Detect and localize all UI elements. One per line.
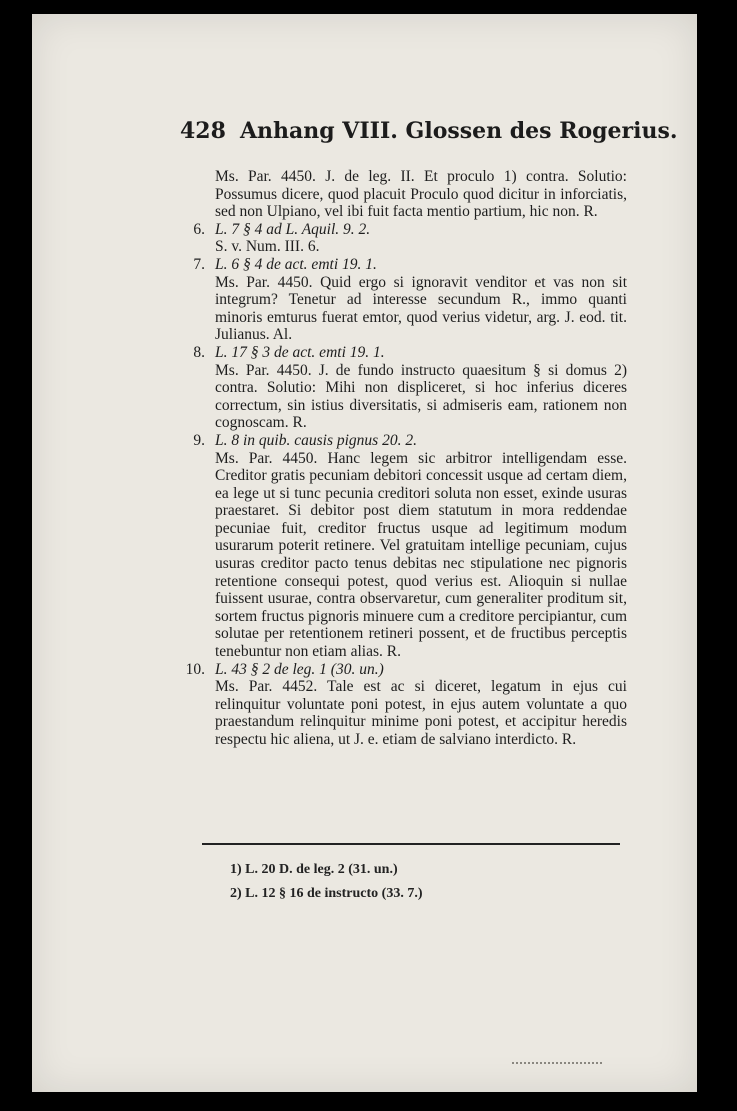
footnote-divider <box>202 843 620 845</box>
entry-text: Ms. Par. 4450. J. de leg. II. Et proculo 1) contra. Solutio: Possumus dicere, quod placuit Proculo quod dicitur in inforciatis, sed non Ulpiano, vel ibi fuit facta mentio partium, hic non. R. <box>215 168 627 221</box>
footnote-2: 2) L. 12 § 16 de instructo (33. 7.) <box>230 886 423 901</box>
entry-text: Ms. Par. 4450. J. de fundo instructo quaesitum § si domus 2) contra. Solutio: Mihi non displiceret, si hoc inferius diceres correctum, sin istius diversitatis, si admiseris eam, rationem non cognoscam. R. <box>215 361 627 432</box>
page-title: Anhang VIII. Glossen des Rogerius. <box>239 118 678 144</box>
page-smudge <box>512 1062 602 1066</box>
entry-number: 8. <box>193 343 205 361</box>
footnote-1: 1) L. 20 D. de leg. 2 (31. un.) <box>230 862 398 877</box>
page-number: 428 <box>180 118 226 144</box>
entry-continuation <box>215 168 627 221</box>
entry-citation: L. 7 § 4 ad L. Aquil. 9. 2. <box>215 220 371 238</box>
entry-citation: L. 8 in quib. causis pignus 20. 2. <box>215 431 417 449</box>
entry-text: Ms. Par. 4450. Quid ergo si ignoravit venditor et vas non sit integrum? Tenetur ad interesse secundum R., immo quanti minoris emturus fuerat emtor, quod verius videtur, arg. J. eod. tit. Julianus. Al. <box>215 273 627 344</box>
entry-7 <box>193 255 627 344</box>
footnotes <box>230 858 423 906</box>
entry-9 <box>193 431 627 661</box>
entry-8 <box>193 343 627 432</box>
entry-citation: L. 43 § 2 de leg. 1 (30. un.) <box>215 660 384 678</box>
entry-citation: L. 17 § 3 de act. emti 19. 1. <box>215 343 385 361</box>
running-header <box>180 118 678 144</box>
page-body <box>185 168 627 749</box>
entry-text: Ms. Par. 4452. Tale est ac si diceret, legatum in ejus cui relinquitur voluntate poni potest, in ejus autem voluntate a quo praestandum relinquitur minime poni potest, et accipitur heredis respectu hic aliena, ut J. e. etiam de salviano interdicto. R. <box>215 678 627 748</box>
entry-6 <box>193 220 627 256</box>
entry-10 <box>185 660 627 749</box>
entry-number: 10. <box>185 660 205 678</box>
entry-citation: L. 6 § 4 de act. emti 19. 1. <box>215 255 377 273</box>
entry-number: 6. <box>193 220 205 238</box>
entry-number: 9. <box>193 431 205 449</box>
entry-text: S. v. Num. III. 6. <box>215 238 320 256</box>
entry-number: 7. <box>193 255 205 273</box>
entry-text: Ms. Par. 4450. Hanc legem sic arbitror intelligendam esse. Creditor gratis pecuniam debitori concessit usque ad certam diem, ea lege ut si tunc pecunia creditori soluta non esset, exinde usuras praestaret. Si debitor post diem statutum in mora reddendae pecuniae fuit, creditor fructus usque ad legitimum modum usurarum poterit retinere. Vel gratuitam intellige pecuniam, cujus usuras creditor pacto tenus debitas nec stipulatione nec pignoris retentione consequi potest, quod verius est. Alioquin si nullae fuissent usurae, contra observaretur, cum generaliter proditum sit, sortem fructus pignoris minuere cum a creditore percipiantur, cum solutae per retentionem retineri possent, et de fructibus perceptis tenebuntur non etiam alias. R. <box>215 449 627 661</box>
